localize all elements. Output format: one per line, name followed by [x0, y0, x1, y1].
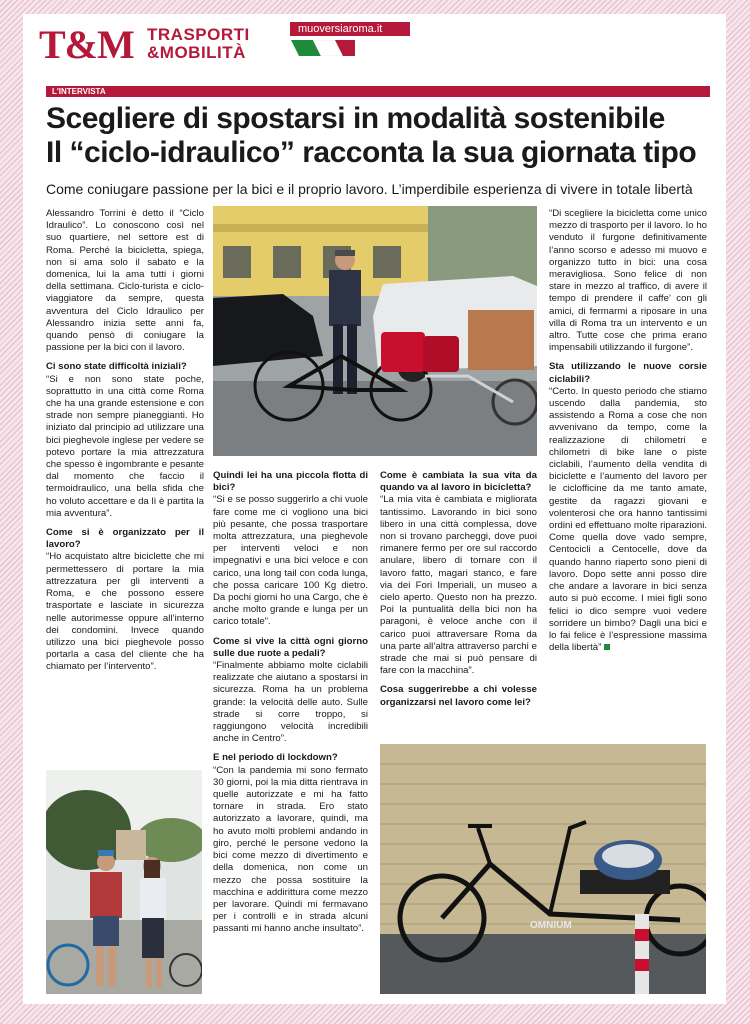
answer-text: “Certo. In questo periodo che stiamo uscendo dalla pandemia, sto assistendo a Roma a cose che non avvenivano da tempo, come la realizzazione di chilometri e chilometri di bike lane o piste ciclabili, l’aumento della vendita di biciclette e l’aumento del lavoro per le ciclofficine da me tanto amate, gestite da ragazzi giovani e volenterosi che ora hanno tantissimi ordini ed effettuano molte riparazioni. Come quella dove vado sempre, Centocicli a Centocelle, dove da quando hanno riaperto sono pieni di lavoro. Dopo sette anni posso dire che andare a lavorare in bici senza auto si può eccome. I miei figli sono felici io dico sempre vuoi vedere sorridere un bimbo? Dagli una bici e lo fai felice è l’espressione massima della libertà”: [549, 385, 707, 654]
question-heading: Cosa suggerirebbe a chi volesse organizzarsi nel lavoro come lei?: [380, 684, 537, 708]
photo-people-with-bike: [46, 770, 202, 994]
subheadline: Come coniugare passione per la bici e il proprio lavoro. L’imperdibile esperienza di vivere in totale libertà: [46, 181, 693, 197]
intro-paragraph: Alessandro Torrini è detto il “Ciclo Idraulico”. Lo conoscono così nel suo quartiere, nel settore est di Roma. Perché la bicicletta, spiega, non si ama solo il sabato e la domenica, lui la ama tutti i giorni della settimana. Ciclo-turista e ciclo-viaggiatore da sempre, questa avventura del Ciclo Idraulico per Alessandro inizia sette anni fa, quando pensò di coniugare la passione per la bici con il lavoro.: [46, 208, 204, 354]
section-label: L'INTERVISTA: [46, 86, 710, 97]
magazine-page: [23, 14, 726, 1004]
site-url-badge: muoversiaroma.it: [290, 22, 410, 36]
photo-man-with-cargo-trailer: [213, 206, 537, 456]
photo-cargo-bike: [380, 744, 706, 994]
question-heading: Come si vive la città ogni giorno sulle due ruote a pedali?: [213, 635, 368, 659]
logo-line-2: &MOBILITÀ: [147, 43, 246, 62]
bike-brand-text: OMNIUM: [530, 920, 572, 931]
question-heading: E nel periodo di lockdown?: [213, 752, 338, 764]
column-1: [46, 208, 204, 681]
answer-paragraph: “Si e se posso suggerirlo a chi vuole fare come me ci vogliono una bici più pesante, che possa trasportare molta attrezzatura, una pieghevole per interventi veloci e non impegnativi e una bici veloce e con carico, una long tail con coda lunga, che possa caricare 100 Kg dietro. Da pochi giorni ho una Cargo, che è anche molto grande e lunga per un carico totale”.: [213, 494, 368, 628]
answer-paragraph: “La mia vita è cambiata e migliorata tantissimo. Lavorando in bici sono libero in una città complessa, dove non si trovano parcheggi, dove puoi rimanere fermo per ore sul raccordo anulare, libero di tornare con il lavoro fatto, magari stanco, e fare via dei Fori Imperiali, un museo a cielo aperto. Questo non ha prezzo. Poi la puntualità della bici non ha paragoni, è veloce anche con il carico puoi attraversare Roma da una parte all’altra attraverso parchi e strade che mai si può pensare di fare con la macchina”.: [380, 494, 537, 677]
column-3: [380, 470, 537, 709]
question-heading: Sta utilizzando le nuove corsie ciclabili?: [549, 361, 707, 385]
answer-paragraph: “Ho acquistato altre biciclette che mi permettessero di portare la mia attrezzatura per gli interventi a Roma, e che possono essere trasportate e lasciate in sicurezza nelle autorimesse oppure all’interno dei condomini. Invece quando utilizzo una bici pieghevole posso portarla a casa del cliente che ha chiamato per l’intervento”.: [46, 551, 204, 673]
column-4: [549, 208, 707, 661]
headline-line-1: Scegliere di spostarsi in modalità sostenibile: [46, 102, 665, 135]
answer-paragraph: [549, 386, 707, 654]
answer-paragraph: “Si e non sono state poche, soprattutto in una città come Roma che ha una grande estensione e con strade non sempre pianeggianti. Ho iniziato dal principio ad utilizzare una bici pieghevole inglese per vedere se potevo portare la mia attrezzatura che spesso è ingombrante e pesante dal momento che faccio il termoidraulico, una bella sfida che ho voluto accettare e da lì è partita la mia avventura”.: [46, 373, 204, 519]
headline: [46, 102, 716, 170]
answer-paragraph: “Di scegliere la bicicletta come unico mezzo di trasporto per il lavoro. Io ho venduto il furgone definitivamente l’anno scorso e adesso mi muovo e organizzo tutto in bici: una cosa meravigliosa. Sono felice di non stare in mezzo al traffico, di avere il tempo di prendere il caffe’ con gli amici, di fermarmi a riposare in una villa di Roma tra un intervento e un altro. Tutte cose che prima erano impensabili utilizzando il furgone”.: [549, 208, 707, 354]
flag-ribbon-icon: [291, 40, 355, 56]
headline-line-2: Il “ciclo-idraulico” racconta la sua giornata tipo: [46, 136, 697, 169]
question-heading: Ci sono state difficoltà iniziali?: [46, 361, 187, 373]
column-2: [213, 470, 368, 943]
end-square-icon: [604, 644, 610, 650]
question-heading: Come è cambiata la sua vita da quando va al lavoro in bicicletta?: [380, 470, 537, 494]
logo-tm-mark: T&M: [39, 22, 134, 67]
answer-paragraph: “Con la pandemia mi sono fermato 30 giorni, poi la mia ditta rientrava in quelle autorizzate e mi ha fatto tornare in strada. Ero stato autorizzato a lavorare, quindi, ma ho avuto molti problemi andando in giro, perché le persone vedono la bici come mezzo di divertimento e della domenica, non come un mezzo che possa sostituire la macchina e addirittura come mezzo per lavorare. Quindi mi fermavano per i controlli e in strada alcuni passanti mi hanno anche insultato”.: [213, 764, 368, 935]
answer-paragraph: “Finalmente abbiamo molte ciclabili realizzate che aiutano a spostarsi in sicurezza. Roma ha un problema grande: la velocità delle auto. Sulle strade si corre troppo, si raggiungono velocità incredibili anche in Centro”.: [213, 660, 368, 745]
question-heading: Quindi lei ha una piccola flotta di bici?: [213, 470, 368, 494]
tm-logo: [39, 22, 281, 70]
logo-line-1: TRASPORTI: [147, 25, 250, 44]
logo-wordmark: [147, 26, 250, 62]
question-heading: Come si è organizzato per il lavoro?: [46, 527, 204, 551]
